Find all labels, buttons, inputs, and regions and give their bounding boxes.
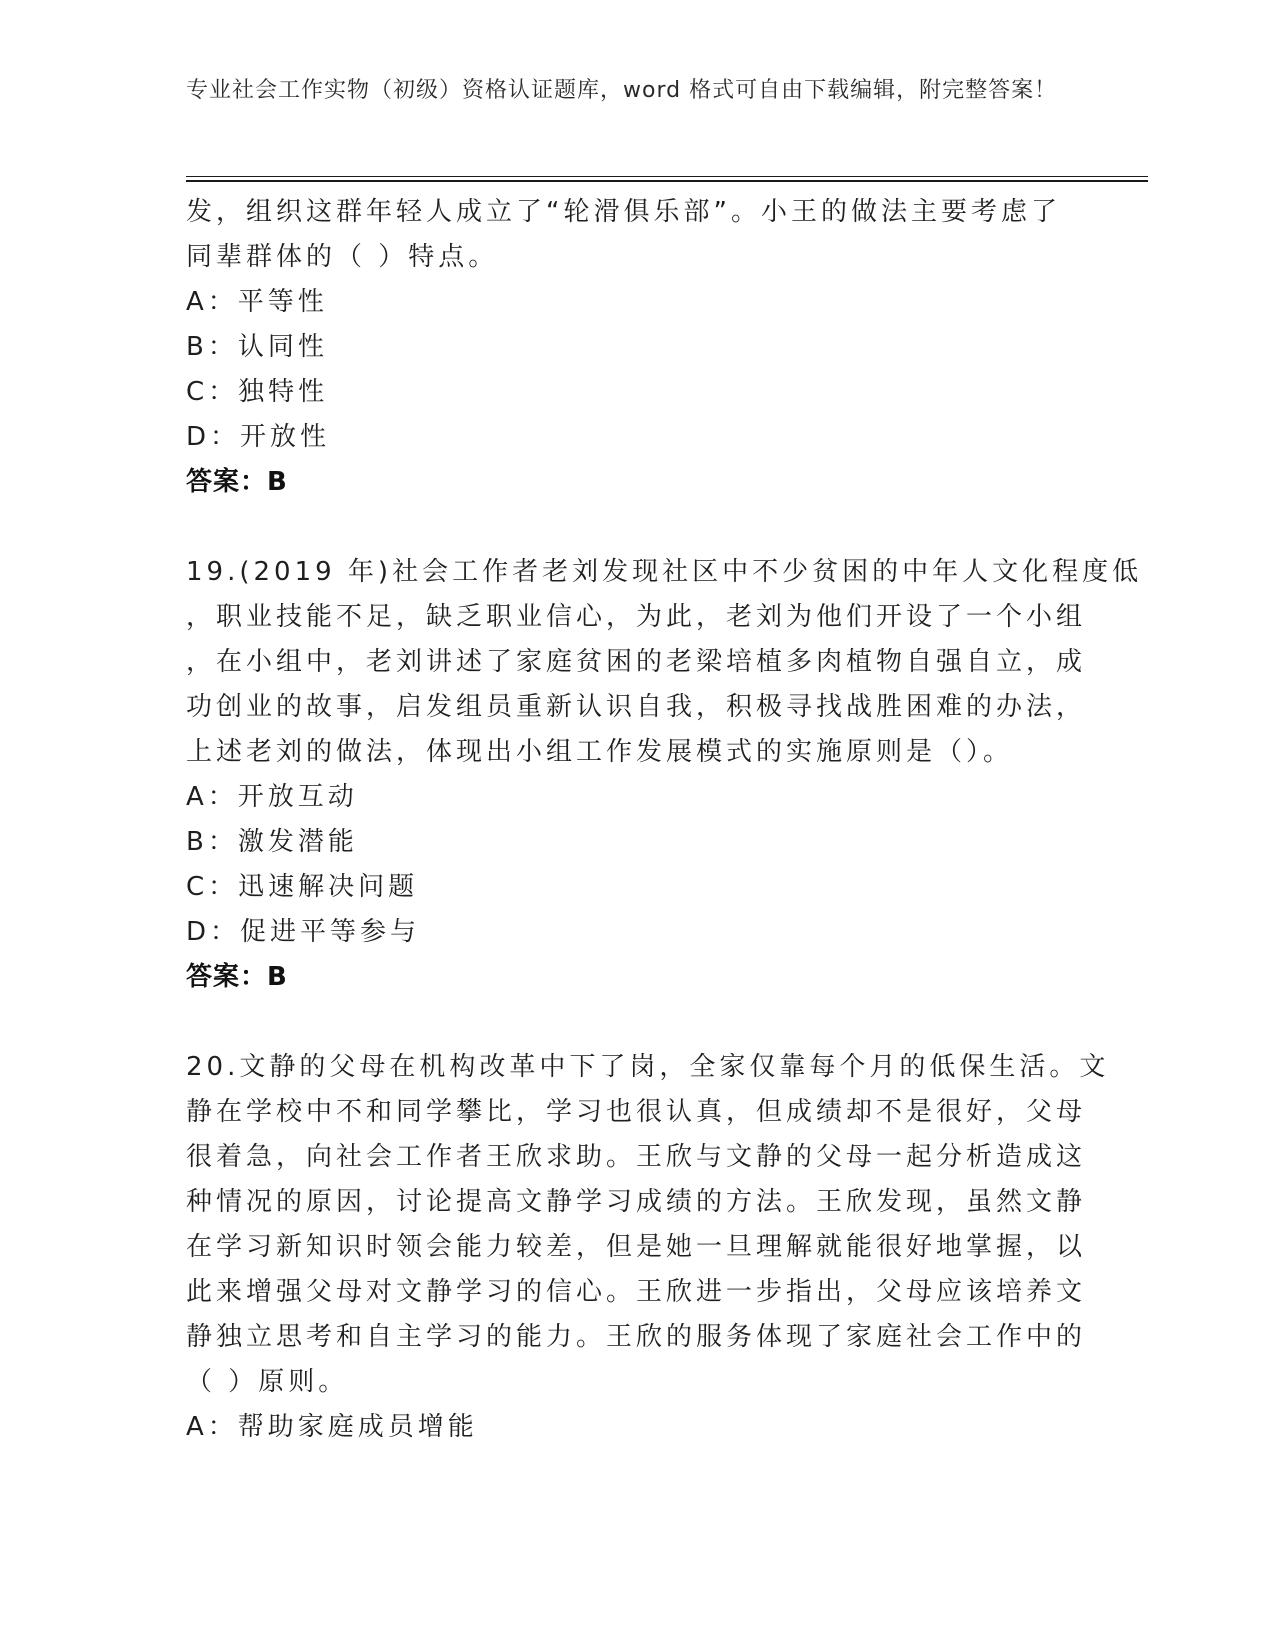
question-text-line: （ ）原则。 [186, 1367, 349, 1397]
option-b: B：认同性 [186, 332, 328, 362]
option-a: A：帮助家庭成员增能 [186, 1412, 478, 1442]
option-a: A：开放互动 [186, 782, 358, 812]
option-c: C：独特性 [186, 377, 329, 407]
option-c: C：迅速解决问题 [186, 872, 419, 902]
header-divider-thin [186, 176, 1148, 177]
question-text-line: 19.(2019 年)社会工作者老刘发现社区中不少贫困的中年人文化程度低 [186, 557, 1143, 587]
question-text-line: ，职业技能不足，缺乏职业信心，为此，老刘为他们开设了一个小组 [186, 602, 1087, 632]
question-text-line: 种情况的原因，讨论提高文静学习成绩的方法。王欣发现，虽然文静 [186, 1187, 1087, 1217]
option-d: D：开放性 [186, 422, 331, 452]
answer-label: 答案：B [186, 962, 288, 992]
question-text-line: 发，组织这群年轻人成立了“轮滑俱乐部”。小王的做法主要考虑了 [186, 197, 1061, 227]
option-a: A：平等性 [186, 287, 328, 317]
option-d: D：促进平等参与 [186, 917, 421, 947]
question-text-line: 上述老刘的做法，体现出小组工作发展模式的实施原则是（）。 [186, 737, 1014, 767]
spacer [186, 1000, 1086, 1045]
question-text-line: 很着急，向社会工作者王欣求助。王欣与文静的父母一起分析造成这 [186, 1142, 1087, 1172]
question-text-line: 在学习新知识时领会能力较差，但是她一旦理解就能很好地掌握，以 [186, 1232, 1087, 1262]
question-19 [186, 550, 1143, 1000]
question-18-continuation [186, 190, 1086, 505]
page-header: 专业社会工作实物（初级）资格认证题库，word 格式可自由下载编辑，附完整答案！ [186, 78, 1058, 103]
option-b: B：激发潜能 [186, 827, 358, 857]
answer-label: 答案：B [186, 467, 288, 497]
question-text-line: 此来增强父母对文静学习的信心。王欣进一步指出，父母应该培养文 [186, 1277, 1087, 1307]
spacer [186, 505, 1086, 550]
header-divider-thick [186, 180, 1148, 182]
document-body [186, 190, 1143, 1450]
question-text-line: 静独立思考和自主学习的能力。王欣的服务体现了家庭社会工作中的 [186, 1322, 1087, 1352]
question-text-line: 同辈群体的（ ）特点。 [186, 242, 499, 272]
question-text-line: 20.文静的父母在机构改革中下了岗，全家仅靠每个月的低保生活。文 [186, 1052, 1110, 1082]
question-20 [186, 1045, 1110, 1450]
question-text-line: 静在学校中不和同学攀比，学习也很认真，但成绩却不是很好，父母 [186, 1097, 1087, 1127]
question-text-line: ，在小组中，老刘讲述了家庭贫困的老梁培植多肉植物自强自立，成 [186, 647, 1087, 677]
question-text-line: 功创业的故事，启发组员重新认识自我，积极寻找战胜困难的办法， [186, 692, 1087, 722]
